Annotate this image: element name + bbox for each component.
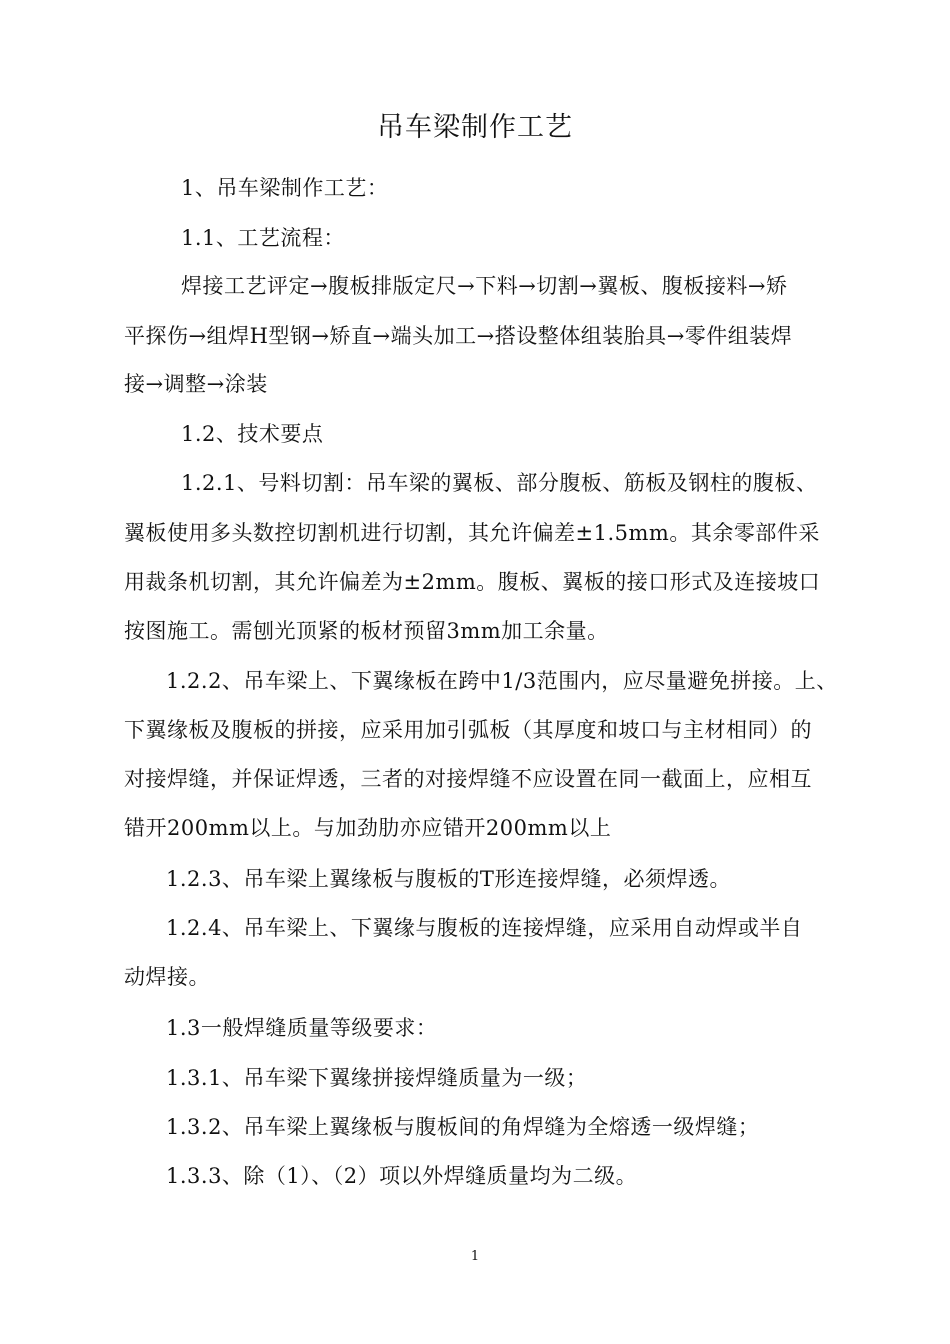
document-title: 吊车梁制作工艺: [377, 112, 573, 143]
paragraph-1-2-1-line-2: 翼板使用多头数控切割机进行切割，其允许偏差±1.5mm。其余零部件采: [124, 521, 820, 545]
item-1-3-1: 1.3.1、吊车梁下翼缘拼接焊缝质量为一级；: [166, 1066, 588, 1090]
page-number: 1: [470, 1249, 480, 1264]
paragraph-1-2-1-line-4: 按图施工。需刨光顶紧的板材预留3mm加工余量。: [124, 619, 609, 643]
heading-1-3: 1.3一般焊缝质量等级要求：: [166, 1016, 438, 1040]
process-line-2: 平探伤→组焊H型钢→矫直→端头加工→搭设整体组装胎具→零件组装焊: [124, 324, 793, 348]
process-line-1: 焊接工艺评定→腹板排版定尺→下料→切割→翼板、腹板接料→矫: [181, 274, 788, 298]
heading-1-2: 1.2、技术要点: [181, 422, 324, 446]
paragraph-1-2-2-line-1: 1.2.2、吊车梁上、下翼缘板在跨中1/3范围内，应尽量避免拼接。上、: [166, 669, 838, 693]
paragraph-1-2-1-line-1: 1.2.1、号料切割：吊车梁的翼板、部分腹板、筋板及钢柱的腹板、: [181, 471, 818, 495]
paragraph-1-2-2-line-4: 错开200mm以上。与加劲肋亦应错开200mm以上: [124, 816, 612, 840]
paragraph-1-2-4-line-1: 1.2.4、吊车梁上、下翼缘与腹板的连接焊缝，应采用自动焊或半自: [166, 916, 803, 940]
item-1-3-2: 1.3.2、吊车梁上翼缘板与腹板间的角焊缝为全熔透一级焊缝；: [166, 1115, 760, 1139]
paragraph-1-2-3: 1.2.3、吊车梁上翼缘板与腹板的T形连接焊缝，必须焊透。: [166, 867, 731, 891]
paragraph-1-2-2-line-3: 对接焊缝，并保证焊透，三者的对接焊缝不应设置在同一截面上，应相互: [124, 767, 812, 791]
paragraph-1-2-4-line-2: 动焊接。: [124, 965, 210, 989]
paragraph-1-2-1-line-3: 用裁条机切割，其允许偏差为±2mm。腹板、翼板的接口形式及连接坡口: [124, 570, 821, 594]
heading-1-1: 1.1、工艺流程：: [181, 226, 345, 250]
process-line-3: 接→调整→涂装: [124, 372, 268, 396]
heading-1: 1、吊车梁制作工艺：: [181, 176, 389, 200]
item-1-3-3: 1.3.3、除（1）、（2）项以外焊缝质量均为二级。: [166, 1164, 638, 1188]
paragraph-1-2-2-line-2: 下翼缘板及腹板的拼接，应采用加引弧板（其厚度和坡口与主材相同）的: [124, 718, 812, 742]
